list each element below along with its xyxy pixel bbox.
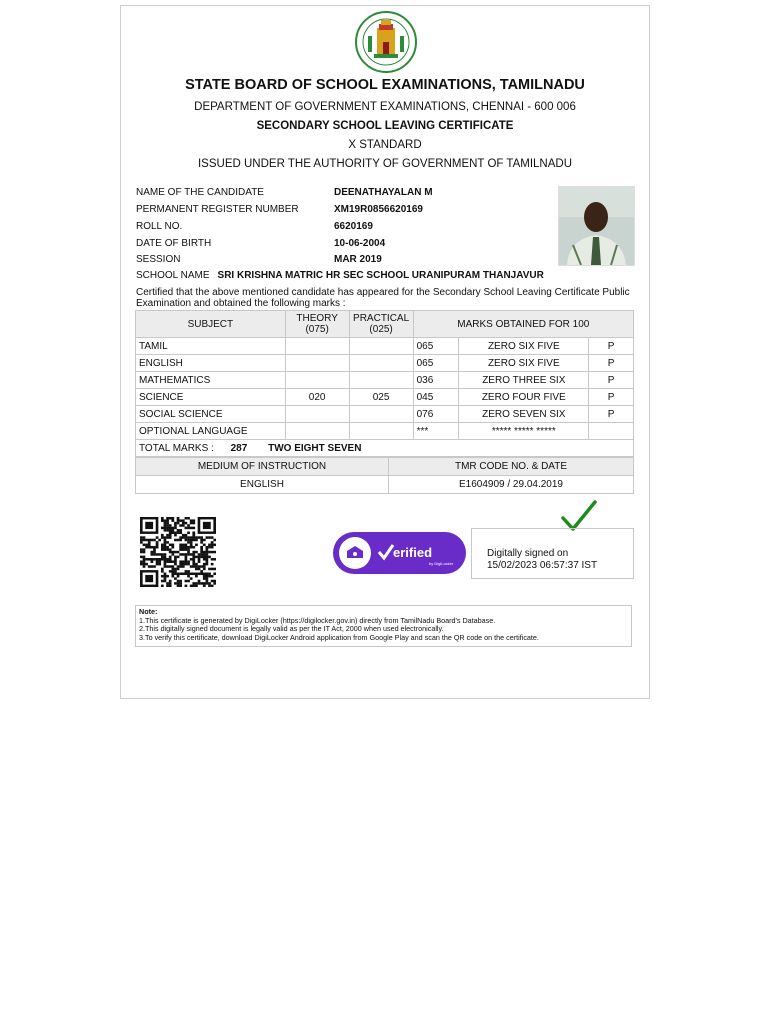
school-label: SCHOOL NAME [136,270,210,281]
standard: X STANDARD [348,139,422,151]
table-row [136,406,634,423]
theory-cell [285,355,349,372]
field-value: 6620169 [334,221,373,232]
digilocker-verified-badge[interactable] [333,532,466,574]
marks-words-cell: ZERO THREE SIX [459,372,589,389]
medium-header: MEDIUM OF INSTRUCTION [136,458,389,476]
theory-max: (075) [305,324,329,335]
total-words: TWO EIGHT SEVEN [268,442,362,454]
note-title: Note: [139,607,158,616]
medium-header-row [136,458,634,476]
certificate-title: SECONDARY SCHOOL LEAVING CERTIFICATE [256,120,514,132]
field-value: 10-06-2004 [334,238,386,249]
marks-cell: 045 [413,389,459,406]
note-line: 2.This digitally signed document is legally valid as per the IT Act, 2000 when used electronically. [139,624,444,633]
signature-line2: 15/02/2023 06:57:37 IST [487,560,598,571]
subject-cell: TAMIL [136,338,286,355]
subject-cell: MATHEMATICS [136,372,286,389]
marks-words-cell: ZERO FOUR FIVE [459,389,589,406]
total-row [136,440,634,457]
practical-cell [349,355,413,372]
signature-line1: Digitally signed on [487,548,569,559]
note-box [135,605,632,647]
tmr-value: E1604909 / 29.04.2019 [389,476,634,494]
table-row [136,389,634,406]
practical-cell [349,338,413,355]
result-cell: P [589,406,634,423]
table-row [136,372,634,389]
field-label: DATE OF BIRTH [136,238,212,249]
result-cell [589,423,634,440]
marks-words-cell: ZERO SEVEN SIX [459,406,589,423]
field-label: NAME OF THE CANDIDATE [136,187,264,198]
marks-words-cell: ZERO SIX FIVE [459,355,589,372]
practical-cell [349,372,413,389]
marks-words-cell: ***** ***** ***** [459,423,589,440]
certified-statement: Certified that the above mentioned candidate has appeared for the Secondary School Leaving Certificate Public Examination and obtained the following marks : [136,287,630,309]
subject-cell: ENGLISH [136,355,286,372]
authority-line: ISSUED UNDER THE AUTHORITY OF GOVERNMENT OF TAMILNADU [197,158,572,170]
medium-value-row [136,476,634,494]
subject-cell: SCIENCE [136,389,286,406]
marks-cell: 076 [413,406,459,423]
note-line: 3.To verify this certificate, download DigiLocker Android application from Google Play and scan the QR code on the certificate. [139,632,539,642]
theory-label: THEORY [296,313,338,324]
field-label: PERMANENT REGISTER NUMBER [136,204,299,215]
field-label: ROLL NO. [136,221,183,232]
board-title: STATE BOARD OF SCHOOL EXAMINATIONS, TAMILNADU [185,77,585,93]
tamilnadu-emblem-icon [354,10,418,74]
table-row [136,423,634,440]
digital-signature-box [471,528,634,579]
note-line: 1.This certificate is generated by DigiLocker (https://digilocker.gov.in) directly from TamilNadu Board's Database. [139,615,496,625]
certificate-sheet [120,5,650,699]
table-row [136,355,634,372]
marks-cell: 065 [413,355,459,372]
department-name: DEPARTMENT OF GOVERNMENT EXAMINATIONS, CHENNAI - 600 006 [194,101,576,113]
practical-cell: 025 [349,389,413,406]
theory-header [285,311,349,338]
field-value: MAR 2019 [334,254,382,265]
marks-words-cell: ZERO SIX FIVE [459,338,589,355]
theory-cell [285,372,349,389]
marks-header-row [136,311,634,338]
subject-cell: OPTIONAL LANGUAGE [136,423,286,440]
marks-table [135,310,634,457]
marks-header: MARKS OBTAINED FOR 100 [413,311,633,338]
theory-cell: 020 [285,389,349,406]
subject-cell: SOCIAL SCIENCE [136,406,286,423]
medium-value: ENGLISH [136,476,389,494]
total-cell [136,440,634,457]
marks-cell: 065 [413,338,459,355]
tmr-header: TMR CODE NO. & DATE [389,458,634,476]
practical-header [349,311,413,338]
practical-cell [349,423,413,440]
theory-cell [285,423,349,440]
practical-max: (025) [369,324,393,335]
theory-cell [285,338,349,355]
verification-qr-code[interactable] [140,517,216,587]
result-cell: P [589,389,634,406]
practical-label: PRACTICAL [353,313,410,324]
marks-cell: 036 [413,372,459,389]
theory-cell [285,406,349,423]
result-cell: P [589,372,634,389]
subject-header: SUBJECT [136,311,286,338]
field-value: XM19R0856620169 [334,204,423,215]
field-value: DEENATHAYALAN M [334,187,433,198]
verified-text: erified [393,545,433,560]
medium-table [135,457,634,494]
table-row [136,338,634,355]
school-value: SRI KRISHNA MATRIC HR SEC SCHOOL URANIPURAM THANJAVUR [217,270,544,281]
marks-cell: *** [413,423,459,440]
school-name-row [136,270,544,281]
candidate-photo [558,186,635,266]
field-label: SESSION [136,254,181,265]
practical-cell [349,406,413,423]
verified-subtext: by DigiLocker [429,561,454,566]
result-cell: P [589,338,634,355]
total-value: 287 [230,442,248,454]
total-label: TOTAL MARKS : [139,442,214,454]
result-cell: P [589,355,634,372]
